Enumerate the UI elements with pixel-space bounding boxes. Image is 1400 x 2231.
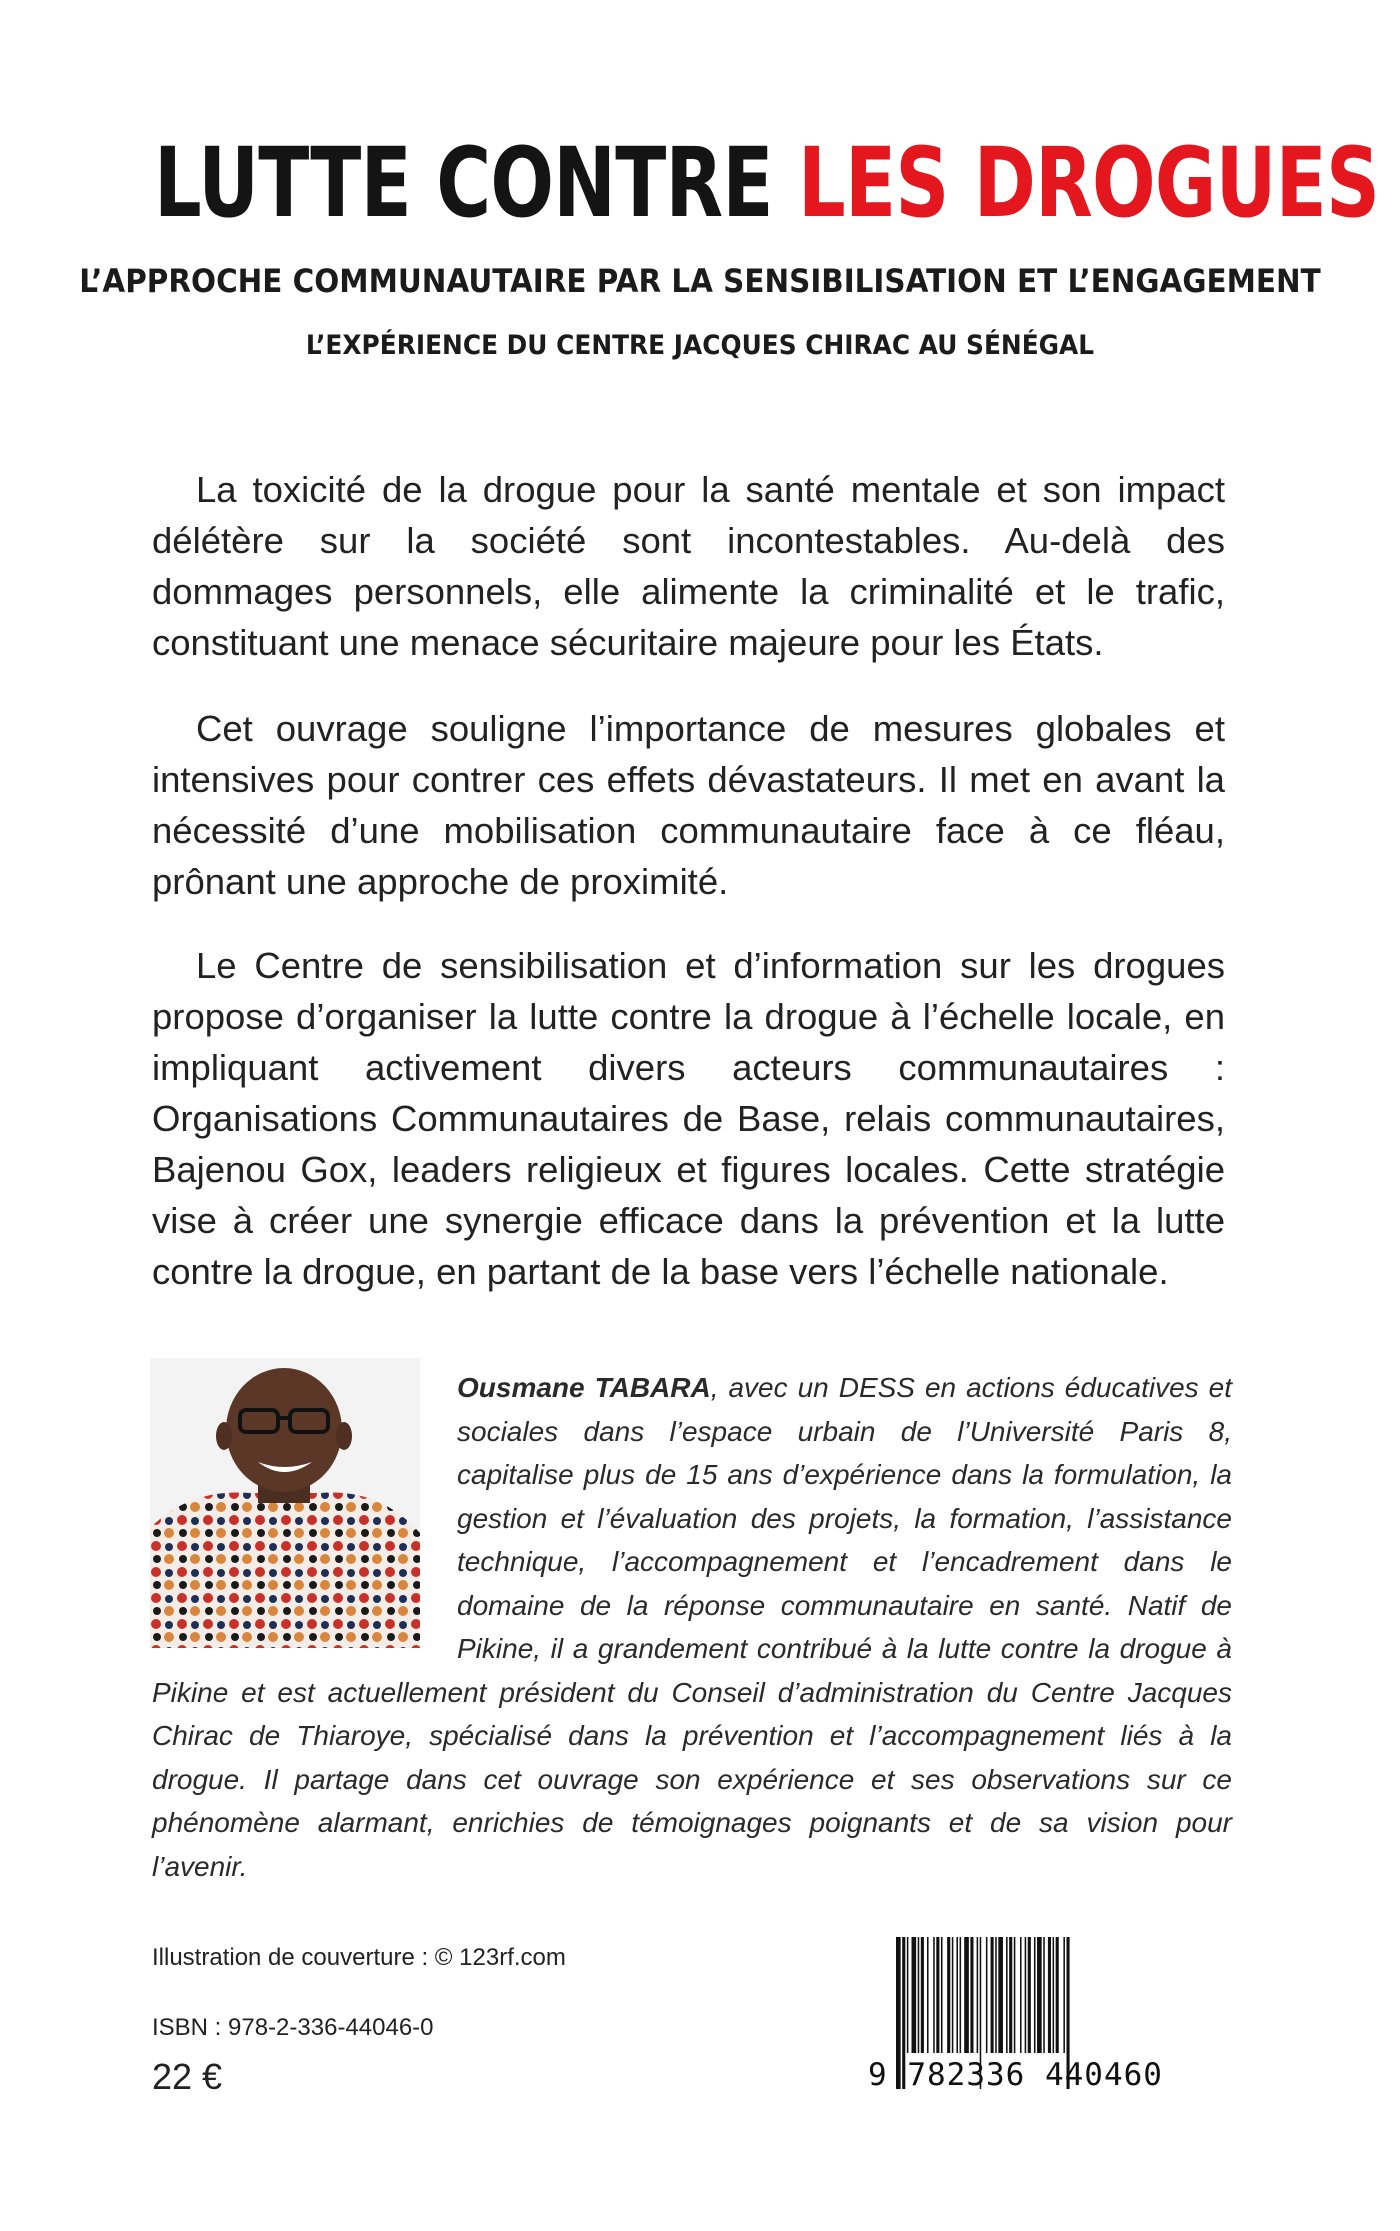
summary-paragraph-3: Le Centre de sensibilisation et d’information sur les drogues propose d’organiser la lutte contre la drogue à l’échelle locale, en impliquant activement divers acteurs communautaires : Organisations Communautaires de Base, relais communautaires, Bajenou Gox, leaders religieux et figures locales. Cette stratégie vise à créer une synergie efficace dans la prévention et la lutte contre la drogue, en partant de la base vers l’échelle nationale. <box>152 945 1225 1292</box>
author-name: Ousmane TABARA <box>457 1372 711 1403</box>
summary-paragraph-1: La toxicité de la drogue pour la santé mentale et son impact délétère sur la société sont incontestables. Au-delà des dommages personnels, elle alimente la criminalité et le trafic, constituant une menace sécuritaire majeure pour les États. <box>152 469 1225 663</box>
subtitle-experience: L’EXPÉRIENCE DU CENTRE JACQUES CHIRAC AU SÉNÉGAL <box>305 330 1095 361</box>
price: 22 € <box>152 2056 223 2097</box>
author-bio-text: , avec un DESS en actions éducatives et sociales dans l’espace urbain de l’Université Paris 8, capitalise plus de 15 ans d’expérience dans la formulation, la gestion et l’évaluation des projets, la formation, l’assistance technique, l’accompagnement et l’encadrement dans le domaine de la réponse communautaire en santé. Natif de Pikine, il a grandement contribué à la lutte contre la drogue à Pikine et est actuellement président du Conseil d’administration du Centre Jacques Chirac de Thiaroye, spécialisé dans la prévention et l’accompagnement liés à la drogue. Il partage dans cet ouvrage son expérience et ses observations sur ce phénomène alarmant, enrichies de témoignages poignants et de sa vision pour l’avenir. <box>152 1372 1232 1882</box>
illustration-credit: Illustration de couverture : © 123rf.com <box>152 1944 566 1971</box>
title-part-red: LES DROGUES <box>798 127 1380 239</box>
isbn: ISBN : 978-2-336-44046-0 <box>152 2014 434 2041</box>
subtitle-approach: L’APPROCHE COMMUNAUTAIRE PAR LA SENSIBILISATION ET L’ENGAGEMENT <box>79 262 1321 300</box>
title-part-black: LUTTE CONTRE <box>154 127 799 239</box>
summary-paragraph-2: Cet ouvrage souligne l’importance de mesures globales et intensives pour contrer ces effets dévastateurs. Il met en avant la nécessité d’une mobilisation communautaire face à ce fléau, prônant une approche de proximité. <box>152 708 1225 902</box>
book-title <box>154 127 1380 239</box>
author-bio <box>152 1366 1232 1888</box>
barcode-digits: 9 782336 440460 <box>868 2057 1163 2093</box>
